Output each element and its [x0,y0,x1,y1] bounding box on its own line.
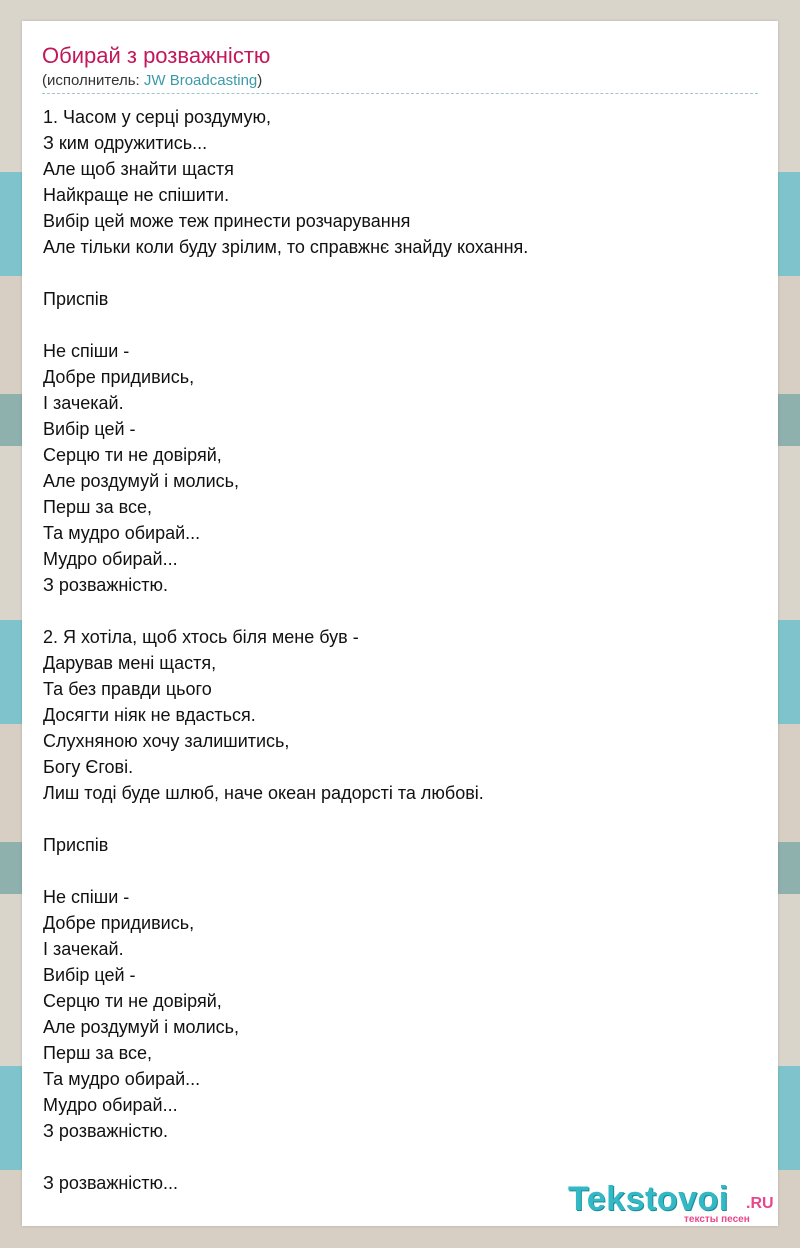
artist-suffix: ) [257,72,263,89]
logo-tagline: тексты песен [684,1214,750,1225]
logo-domain: .RU [746,1195,774,1212]
site-logo[interactable] [568,1180,778,1224]
artist-line [42,72,262,90]
artist-link[interactable]: JW Broadcasting [143,72,258,89]
title-divider [42,93,758,94]
lyrics-card [22,21,778,1226]
artist-prefix: (исполнитель: [42,72,144,89]
logo-wordmark: Tekstovoi [568,1180,729,1218]
lyrics-text: 1. Часом у серці роздумую, З ким одружитись... Але щоб знайти щастя Найкраще не спішити. Вибір цей може теж принести розчарування Але тільки коли буду зрілим, то справжнє знайду кохання. Приспів Не спіши - Добре придивись, І зачекай. Вибір цей - Серцю ти не довіряй, Але роздумуй і молись, Перш за все, Та мудро обирай... Мудро обирай... З розважністю. 2. Я хотіла, щоб хтось біля мене був - Дарував мені щастя, Та без правди цього Досягти ніяк не вдасться. Слухняною хочу залишитись, Богу Єгові. Лиш тоді буде шлюб, наче океан радорсті та любові. Приспів Не спіши - Добре придивись, І зачекай. Вибір цей - Серцю ти не довіряй, Але роздумуй і молись, Перш за все, Та мудро обирай... Мудро обирай... З розважністю. З розважністю... [43,107,529,1193]
song-title: Обирай з розважністю [42,43,271,68]
